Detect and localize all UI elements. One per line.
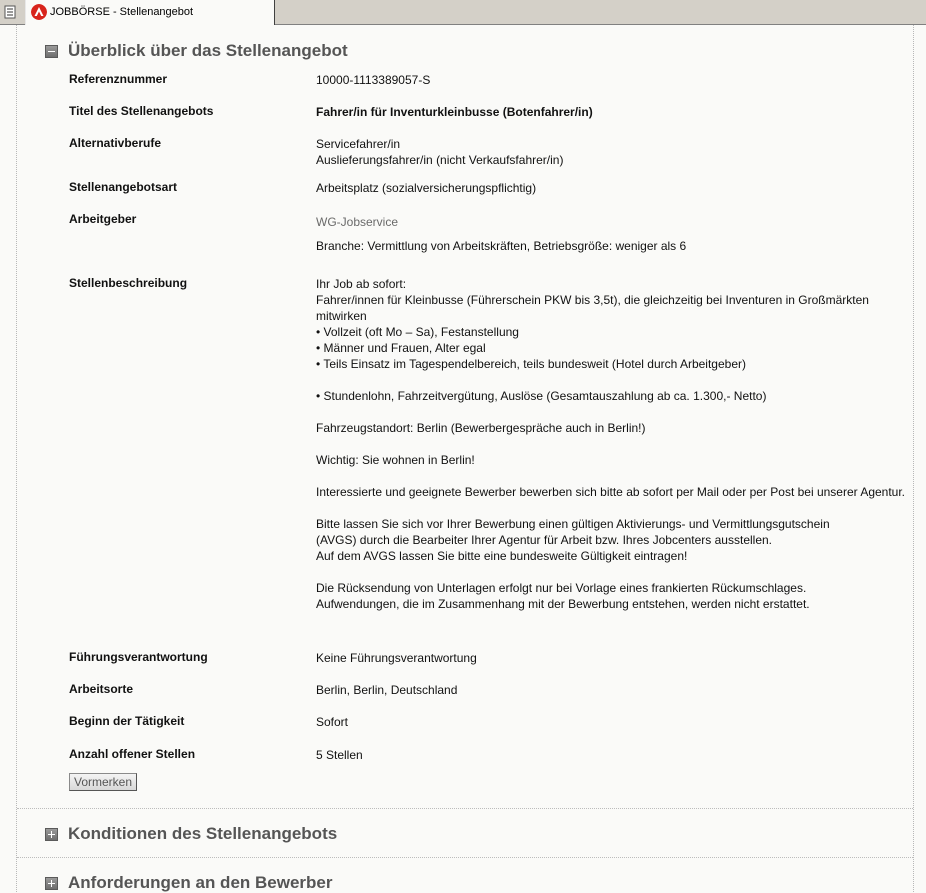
- description-line: [316, 468, 906, 484]
- value-arbeitsorte: Berlin, Berlin, Deutschland: [316, 683, 458, 697]
- value-titel: Fahrer/in für Inventurkleinbusse (Botenfahrer/in): [316, 105, 593, 119]
- description-line: [316, 564, 906, 580]
- value-beschreibung: [316, 276, 906, 612]
- tab-jobboerse[interactable]: [25, 0, 275, 25]
- description-line: [316, 404, 906, 420]
- description-line: Wichtig: Sie wohnen in Berlin!: [316, 453, 475, 467]
- description-line: Fahrer/innen für Kleinbusse (Führerschein PKW bis 3,5t), die gleichzeitig bei Inventuren in Großmärkten mitwirken: [316, 293, 869, 323]
- description-line: [316, 436, 906, 452]
- section-conditions-title: Konditionen des Stellenangebots: [68, 824, 338, 843]
- arbeitsagentur-logo-icon: [31, 4, 47, 20]
- value-alternativberufe: [316, 136, 906, 168]
- section-requirements-header[interactable]: [45, 873, 332, 893]
- page-icon[interactable]: [4, 5, 16, 19]
- alternativberuf-item: Auslieferungsfahrer/in (nicht Verkaufsfahrer/in): [316, 153, 564, 167]
- tab-title: JOBBÖRSE - Stellenangebot: [50, 6, 194, 18]
- description-line: • Stundenlohn, Fahrzeitvergütung, Auslöse (Gesamtauszahlung ab ca. 1.300,- Netto): [316, 389, 767, 403]
- label-fuehrung: Führungsverantwortung: [69, 650, 208, 664]
- description-line: (AVGS) durch die Bearbeiter Ihrer Agentur für Arbeit bzw. Ihres Jobcenters ausstellen.: [316, 533, 773, 547]
- value-referenznummer: 10000-1113389057-S: [316, 73, 431, 87]
- label-art: Stellenangebotsart: [69, 180, 178, 194]
- value-beginn: Sofort: [316, 715, 349, 729]
- arbeitgeber-branche: Branche: Vermittlung von Arbeitskräften, Betriebsgröße: weniger als 6: [316, 239, 687, 253]
- description-line: Ihr Job ab sofort:: [316, 277, 407, 291]
- arbeitgeber-name[interactable]: WG-Jobservice: [316, 215, 399, 229]
- description-line: • Teils Einsatz im Tagespendelbereich, teils bundesweit (Hotel durch Arbeitgeber): [316, 357, 746, 371]
- label-beginn: Beginn der Tätigkeit: [69, 714, 185, 728]
- description-line: Die Rücksendung von Unterlagen erfolgt nur bei Vorlage eines frankierten Rückumschlages.: [316, 581, 807, 595]
- section-requirements-title: Anforderungen an den Bewerber: [68, 873, 333, 892]
- expand-icon[interactable]: [45, 828, 58, 841]
- section-divider: [17, 857, 913, 858]
- label-anzahl: Anzahl offener Stellen: [69, 747, 196, 761]
- label-referenznummer: Referenznummer: [69, 72, 168, 86]
- description-line: [316, 372, 906, 388]
- description-line: • Männer und Frauen, Alter egal: [316, 341, 486, 355]
- description-line: Interessierte und geeignete Bewerber bewerben sich bitte ab sofort per Mail oder per Post bei unserer Agentur.: [316, 485, 906, 499]
- value-anzahl: 5 Stellen: [316, 748, 363, 762]
- section-overview-header[interactable]: [45, 41, 348, 61]
- tab-bar: [0, 0, 926, 25]
- description-line: Bitte lassen Sie sich vor Ihrer Bewerbung einen gültigen Aktivierungs- und Vermittlungsgutschein: [316, 517, 830, 531]
- vormerken-button[interactable]: Vormerken: [69, 773, 137, 791]
- label-arbeitgeber: Arbeitgeber: [69, 212, 137, 226]
- section-overview-title: Überblick über das Stellenangebot: [68, 41, 348, 60]
- label-titel: Titel des Stellenangebots: [69, 104, 214, 118]
- section-divider: [17, 808, 913, 809]
- description-line: Aufwendungen, die im Zusammenhang mit der Bewerbung entstehen, werden nicht erstattet.: [316, 597, 810, 611]
- label-alternativberufe: Alternativberufe: [69, 136, 162, 150]
- collapse-icon[interactable]: [45, 45, 58, 58]
- label-beschreibung: Stellenbeschreibung: [69, 276, 188, 290]
- expand-icon[interactable]: [45, 877, 58, 890]
- description-line: • Vollzeit (oft Mo – Sa), Festanstellung: [316, 325, 519, 339]
- section-conditions-header[interactable]: [45, 824, 337, 844]
- value-arbeitgeber: [316, 212, 906, 254]
- alternativberuf-item: Servicefahrer/in: [316, 137, 401, 151]
- job-offer-content: [16, 25, 914, 892]
- label-arbeitsorte: Arbeitsorte: [69, 682, 134, 696]
- description-line: Fahrzeugstandort: Berlin (Bewerbergespräche auch in Berlin!): [316, 421, 646, 435]
- description-line: Auf dem AVGS lassen Sie bitte eine bundesweite Gültigkeit eintragen!: [316, 549, 688, 563]
- value-art: Arbeitsplatz (sozialversicherungspflichtig): [316, 181, 537, 195]
- description-line: [316, 500, 906, 516]
- value-fuehrung: Keine Führungsverantwortung: [316, 651, 477, 665]
